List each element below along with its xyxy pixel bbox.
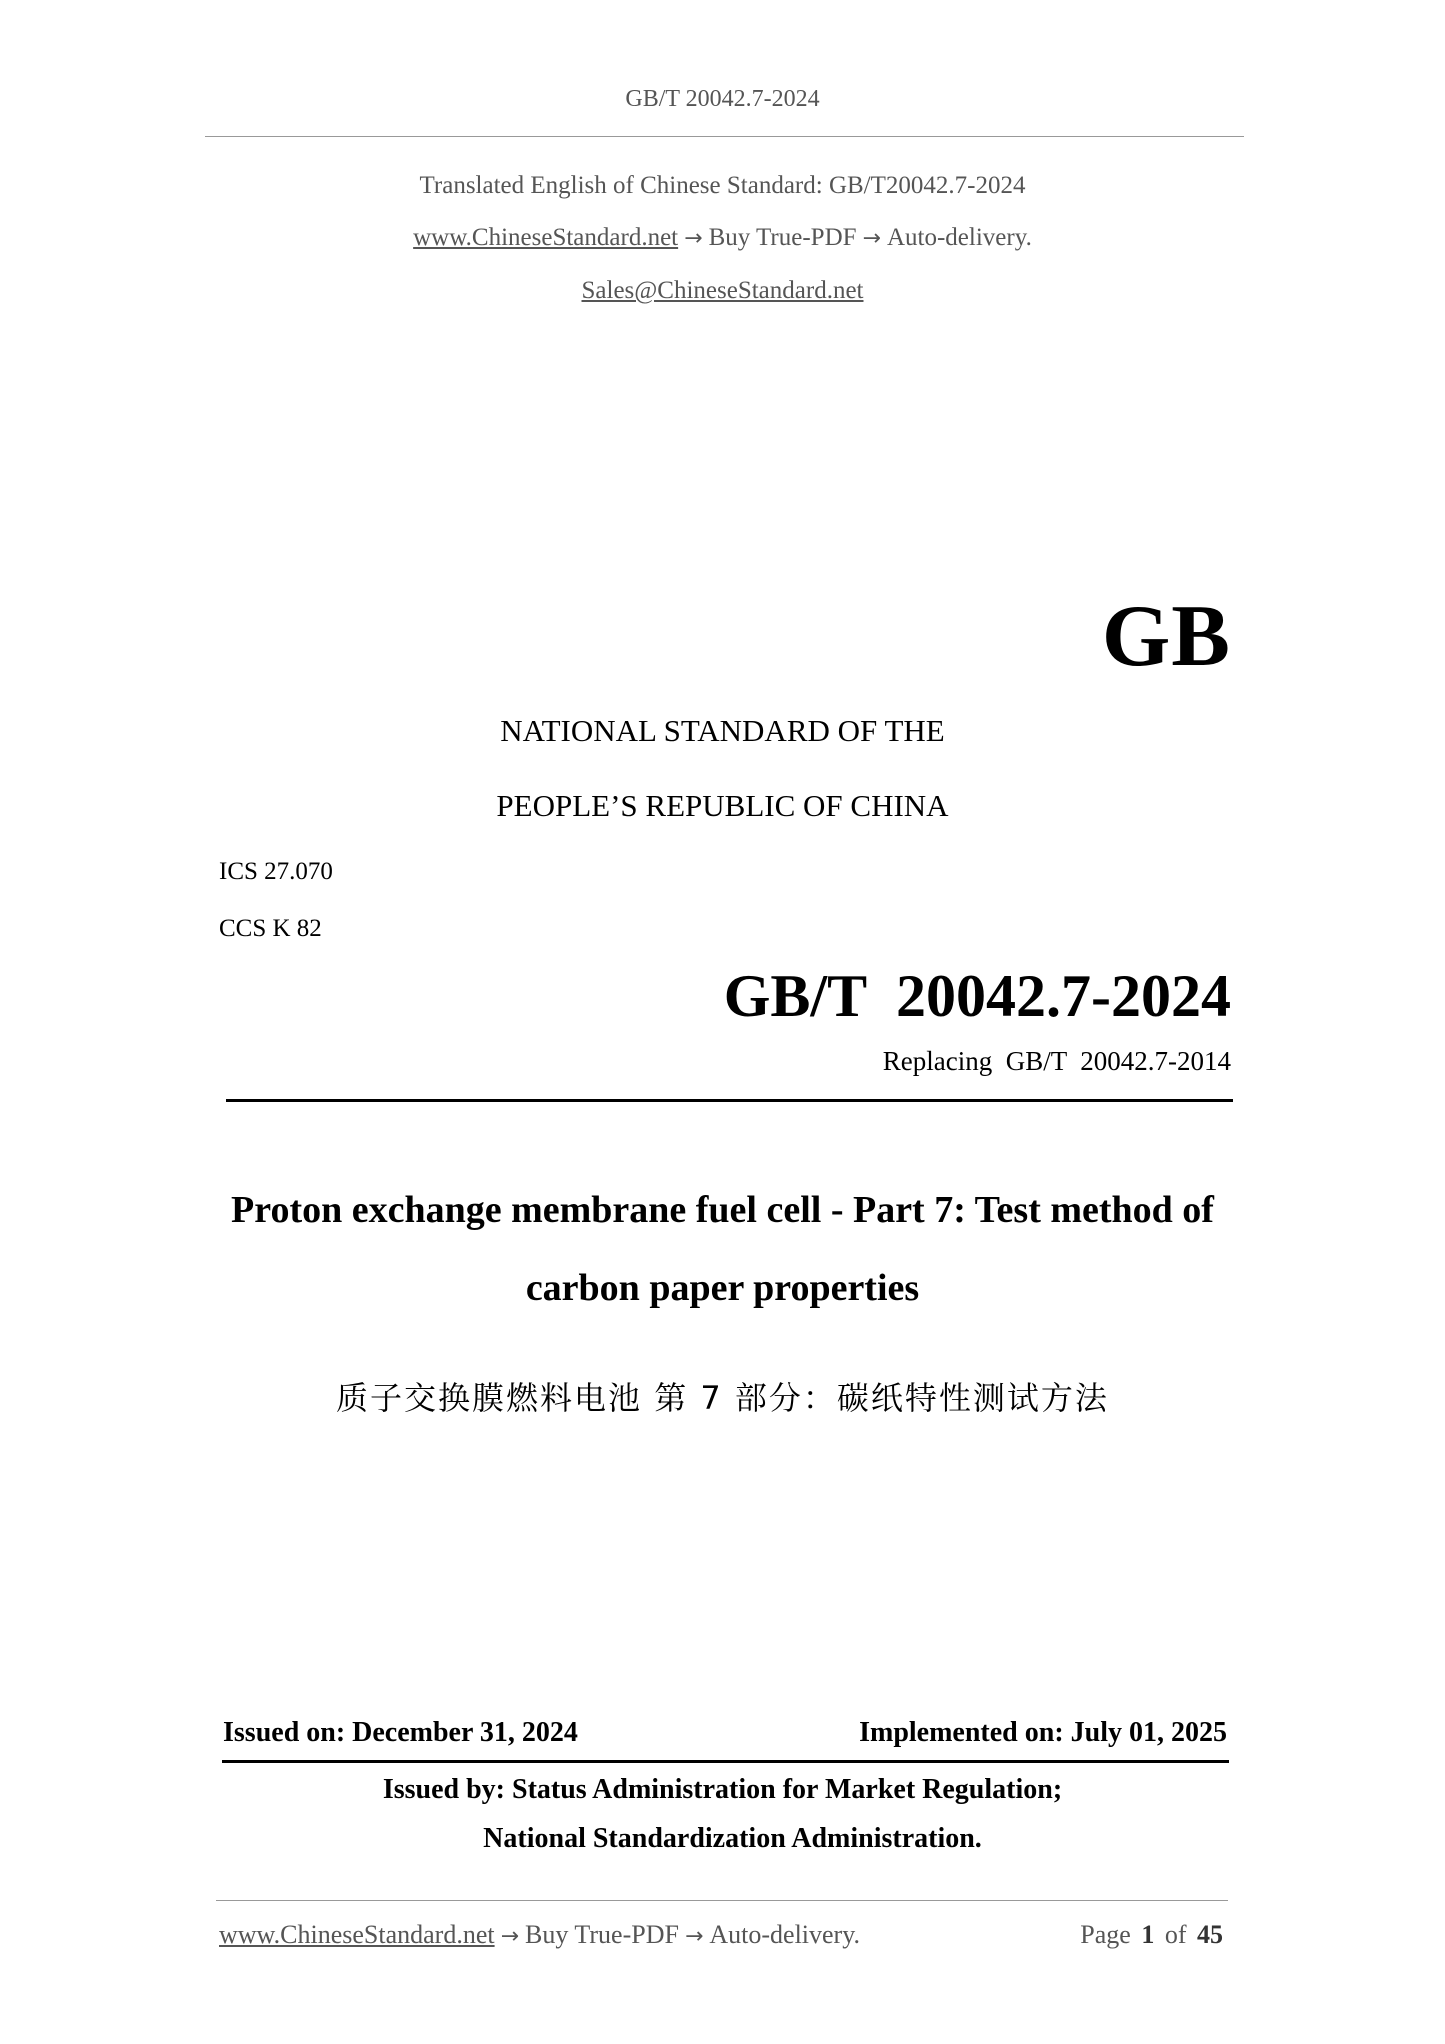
title-english-line2: carbon paper properties <box>525 1267 920 1309</box>
title-chinese: 质子交换膜燃料电池 第 7 部分：碳纸特性测试方法 <box>336 1379 1109 1417</box>
footer-site-link[interactable]: www.ChineseStandard.net <box>219 1920 495 1949</box>
gb-mark: GB <box>1101 588 1231 685</box>
dates-divider <box>222 1760 1229 1763</box>
buy-text: Buy True-PDF <box>708 224 857 251</box>
issued-by-line2: National Standardization Administration. <box>483 1823 982 1854</box>
of-label: of <box>1164 1920 1187 1949</box>
national-standard-line1: NATIONAL STANDARD OF THE <box>500 713 945 748</box>
footer-delivery-text: Auto-delivery. <box>709 1920 861 1949</box>
footer-divider <box>216 1900 1228 1901</box>
title-english-line1: Proton exchange membrane fuel cell - Part 7: Test method of <box>231 1189 1214 1231</box>
site-link[interactable]: www.ChineseStandard.net <box>413 224 679 251</box>
header-divider <box>205 136 1244 137</box>
sales-email-line <box>200 277 1245 305</box>
page-total: 45 <box>1197 1920 1223 1949</box>
sales-email-link[interactable]: Sales@ChineseStandard.net <box>581 277 864 304</box>
arrow-right-icon: → <box>500 1924 520 1949</box>
footer-buy-text: Buy True-PDF <box>525 1920 679 1949</box>
arrow-right-icon: → <box>684 1924 704 1949</box>
standard-number: GB/T 20042.7-2024 <box>723 963 1231 1029</box>
arrow-right-icon: → <box>684 226 703 251</box>
title-divider <box>226 1099 1233 1102</box>
delivery-text: Auto-delivery. <box>886 224 1032 251</box>
footer-purchase-line <box>219 1920 860 1950</box>
purchase-notice <box>200 224 1245 252</box>
replacing-standard: Replacing GB/T 20042.7-2014 <box>882 1046 1231 1076</box>
ccs-code: CCS K 82 <box>219 915 322 942</box>
page-label: Page <box>1080 1920 1131 1949</box>
document-header: GB/T 20042.7-2024 <box>625 86 820 112</box>
page-current: 1 <box>1141 1920 1155 1949</box>
issued-on-date: Issued on: December 31, 2024 <box>223 1717 578 1748</box>
ics-code: ICS 27.070 <box>219 858 333 885</box>
arrow-right-icon: → <box>862 226 881 251</box>
translation-notice: Translated English of Chinese Standard: GB/T20042.7-2024 <box>419 172 1026 199</box>
page-indicator <box>1080 1920 1227 1950</box>
implemented-on-date: Implemented on: July 01, 2025 <box>859 1717 1227 1748</box>
issued-by-line1: Issued by: Status Administration for Market Regulation; <box>382 1774 1063 1805</box>
national-standard-line2: PEOPLE’S REPUBLIC OF CHINA <box>496 788 949 823</box>
